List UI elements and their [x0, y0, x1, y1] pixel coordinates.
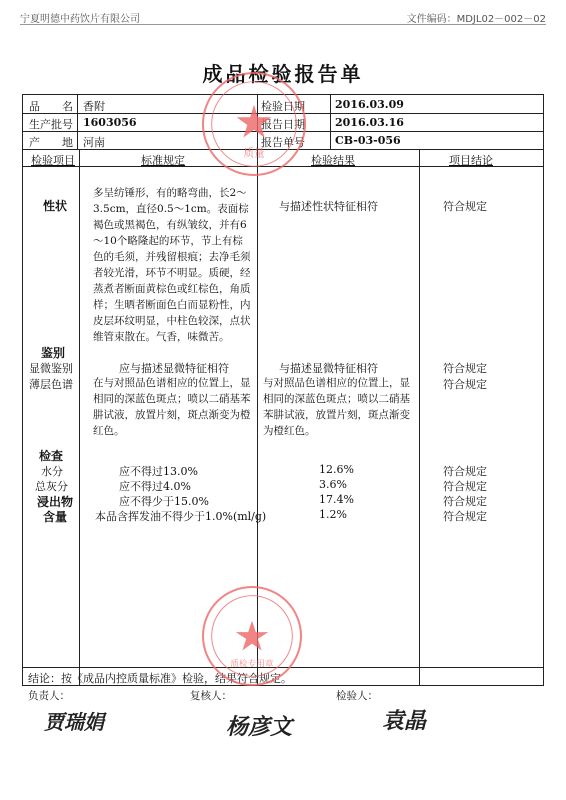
standard-tlc: 在与对照品色谱相应的位置上，显相同的深蓝色斑点；喷以二硝基苯肼试液，放置片刻，斑点渐变为橙红色。	[93, 377, 251, 437]
conclusion-character: 符合规定	[443, 200, 487, 213]
result-tlc: 与对照品色谱相应的位置上，显相同的深蓝色斑点；喷以二硝基苯肼试液，放置片刻，斑点渐变为橙红色。	[263, 377, 410, 437]
company-name: 宁夏明德中药饮片有限公司	[20, 14, 140, 25]
info-label-test-date: 检验日期	[261, 100, 305, 113]
header-divider	[20, 24, 546, 25]
standard-extract: 应不得少于15.0%	[119, 495, 209, 508]
result-character: 与描述性状特征相符	[279, 200, 378, 213]
col-header-standard: 标准规定	[141, 154, 185, 167]
signature-inspector: 袁晶	[382, 708, 427, 734]
conclusion-ash: 符合规定	[443, 480, 487, 493]
conclusion-tlc: 符合规定	[443, 378, 487, 391]
signature-responsible: 贾瑞娟	[44, 710, 104, 734]
stamp-top-label: 质量	[243, 147, 265, 160]
conclusion-extract: 符合规定	[443, 495, 487, 508]
standard-microscopic: 应与描述显微特征相符	[119, 362, 229, 375]
item-extract: 浸出物	[37, 495, 74, 509]
item-ash: 总灰分	[35, 480, 68, 493]
document-header	[20, 10, 546, 24]
info-label-origin: 产 地	[29, 136, 73, 149]
section-identification: 鉴别	[41, 346, 66, 360]
inspector-label: 检验人：	[336, 690, 378, 702]
result-microscopic: 与描述显微特征相符	[279, 362, 378, 375]
result-ash: 3.6%	[319, 478, 347, 491]
info-label-report-no: 报告单号	[261, 136, 305, 149]
info-value-test-date: 2016.03.09	[335, 98, 404, 111]
result-extract: 17.4%	[319, 493, 354, 506]
section-inspection: 检查	[39, 449, 64, 463]
col-header-conclusion: 项目结论	[449, 154, 493, 167]
result-content: 1.2%	[319, 508, 347, 521]
info-label-batch: 生产批号	[29, 118, 73, 131]
result-moisture: 12.6%	[319, 463, 354, 476]
signature-reviewer: 杨彦文	[226, 714, 293, 740]
reviewer-label: 复核人：	[190, 690, 232, 702]
quality-stamp-bottom	[202, 586, 302, 686]
info-value-name: 香附	[83, 100, 105, 113]
info-value-report-date: 2016.03.16	[335, 116, 404, 129]
quality-stamp-top	[202, 72, 306, 176]
conclusion-text: 结论：按《成品内控质量标准》检验，结果符合规定。	[28, 672, 292, 685]
info-label-report-date: 报告日期	[261, 118, 305, 131]
info-value-report-no: CB-03-056	[335, 134, 401, 147]
standard-content: 本品含挥发油不得少于1.0%(ml/g)	[95, 510, 267, 523]
col-header-item: 检验项目	[31, 154, 75, 167]
standard-ash: 应不得过4.0%	[119, 480, 191, 493]
page-title: 成品检验报告单	[202, 62, 364, 86]
responsible-label: 负责人：	[28, 690, 70, 702]
col-header-result: 检验结果	[311, 154, 355, 167]
stamp-bottom-label: 质检专用章	[230, 659, 274, 670]
info-value-batch: 1603056	[83, 116, 137, 129]
standard-moisture: 应不得过13.0%	[119, 465, 198, 478]
file-code: 文件编码：MDJL02－002－02	[406, 14, 546, 25]
conclusion-content: 符合规定	[443, 510, 487, 523]
info-value-origin: 河南	[83, 136, 105, 149]
item-microscopic: 显微鉴别	[29, 362, 73, 375]
item-tlc: 薄层色谱	[29, 378, 73, 391]
item-character: 性状	[43, 199, 68, 213]
info-label-name: 品 名	[29, 100, 73, 113]
standard-character: 多呈纺锤形，有的略弯曲，长2～3.5cm，直径0.5～1cm。表面棕褐色或黑褐色，有纵皱纹，并有6～10个略隆起的环节，节上有棕色的毛须，并残留根痕；去净毛须者较光滑，环节不明显。质硬，经蒸煮者断面黄棕色或红棕色，角质样；生晒者断面色白而显粉性，内皮层环纹明显，中柱色较深，点状维管束散在。气香，味微苦。	[93, 187, 251, 343]
item-content: 含量	[43, 510, 68, 524]
conclusion-moisture: 符合规定	[443, 465, 487, 478]
item-moisture: 水分	[41, 465, 63, 478]
conclusion-microscopic: 符合规定	[443, 362, 487, 375]
